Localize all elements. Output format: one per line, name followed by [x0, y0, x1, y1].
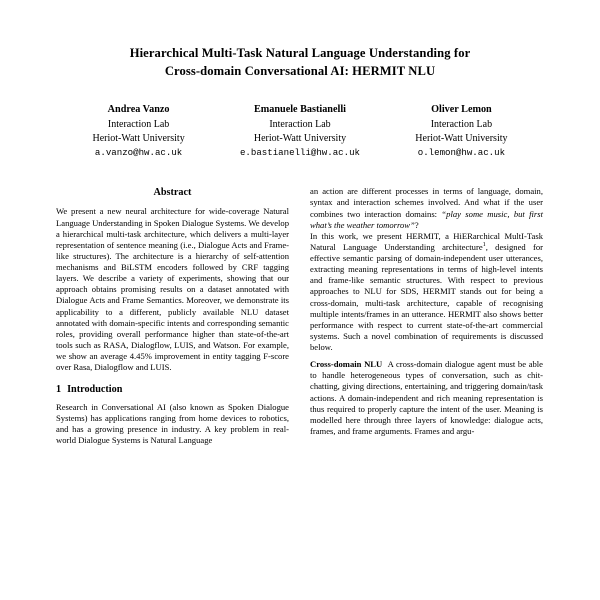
author-university: Heriot-Watt University [92, 133, 185, 145]
author-lab: Interaction Lab [107, 118, 170, 130]
author-block [56, 103, 544, 161]
para1-part-a: an action are different processes in terms of language, domain, syntax and interaction schemes involved. And what if the user combines two interaction domains: [310, 186, 543, 219]
footnote-marker[interactable]: 1 [482, 241, 486, 249]
right-paragraph-3 [310, 359, 543, 437]
right-column [310, 186, 543, 446]
para3-text: A cross-domain dialogue agent must be able to handle heterogeneous types of conversation, such as chit-chatting, giving directions, entertaining, and triggering domain/task actions. A domain-independent and rich meaning representation is thus required to properly capture the intent of the user. Meaning is modelled here through three layers of knowledge: dialogue acts, frames, and frame arguments. Frames and argu- [310, 359, 544, 436]
author-entry [58, 103, 219, 161]
author-university: Heriot-Watt University [253, 133, 347, 145]
para2-part-a: In this work, we present HERMIT, a HiERarchical MultI-Task Natural Language Understanding architecture [310, 230, 543, 252]
author-email[interactable]: a.vanzo@hw.ac.uk [94, 147, 183, 159]
paragraph-heading-cross-domain: Cross-domain NLU [310, 359, 383, 370]
introduction-heading [56, 383, 289, 396]
section-number: 1 [56, 384, 62, 396]
para1-quote: “play some music, but first what’s the weather tomorrow” [310, 208, 543, 230]
para2-part-b: , designed for effective semantic parsing of domain-independent user utterances, extracting meaning representations in terms of high-level intents and frame-like semantic structures. With respect to previous approaches to NLU for SDS, HERMIT stands out for being a cross-domain, multi-task architecture, capable of recognising multiple intents/frames in an utterance. HERMIT also shows better performance with respect to current state-of-the-art commercial systems. Such a novel combination of requirements is discussed below. [310, 241, 544, 353]
introduction-text: Research in Conversational AI (also known as Spoken Dialogue Systems) has applications ranging from home devices to robotics, and has a growing presence in industry. A key problem in real-world Dialogue Systems is Natural Language [56, 401, 289, 445]
author-name: Andrea Vanzo [107, 103, 170, 115]
title-line-2: Cross-domain Conversational AI: HERMIT NLU [164, 64, 436, 79]
author-email[interactable]: e.bastianelli@hw.ac.uk [239, 147, 361, 159]
abstract-text: We present a new neural architecture for wide-coverage Natural Language Understanding in Spoken Dialogue Systems. We develop a hierarchical multi-task architecture, which delivers a multi-layer representation of sentence meaning (i.e., Dialogue Acts and Frame-like structures). The architecture is a hierarchy of self-attention mechanisms and BiLSTM encoders followed by CRF tagging layers. We describe a variety of experiments, showing that our approach obtains promising results on a dataset annotated with Dialogue Acts and Frame Semantics. Moreover, we demonstrate its applicability to a different, publicly available NLU dataset annotated with domain-specific intents and corresponding semantic roles, providing overall performance higher than state-of-the-art tools such as RASA, Dialogflow, LUIS, and Watson. For example, we show an average 4.45% improvement in entity tagging F-score over Rasa, Dialogflow and LUIS. [56, 206, 289, 373]
right-paragraph-2 [310, 231, 543, 353]
author-lab: Interaction Lab [269, 118, 331, 130]
section-title: Introduction [67, 384, 123, 396]
abstract-heading: Abstract [153, 187, 192, 199]
author-name: Emanuele Bastianelli [254, 103, 346, 115]
author-email[interactable]: o.lemon@hw.ac.uk [417, 147, 506, 159]
author-university: Heriot-Watt University [415, 133, 508, 145]
author-name: Oliver Lemon [431, 103, 492, 115]
left-column [56, 186, 289, 446]
right-paragraph-1 [310, 186, 543, 231]
author-entry [219, 103, 380, 161]
body-columns [56, 186, 544, 446]
author-entry [381, 103, 542, 161]
author-lab: Interaction Lab [430, 118, 493, 130]
title-line-1: Hierarchical Multi-Task Natural Language Understanding for [129, 46, 471, 60]
page-title [64, 44, 536, 81]
para1-part-b: ? [414, 219, 419, 230]
